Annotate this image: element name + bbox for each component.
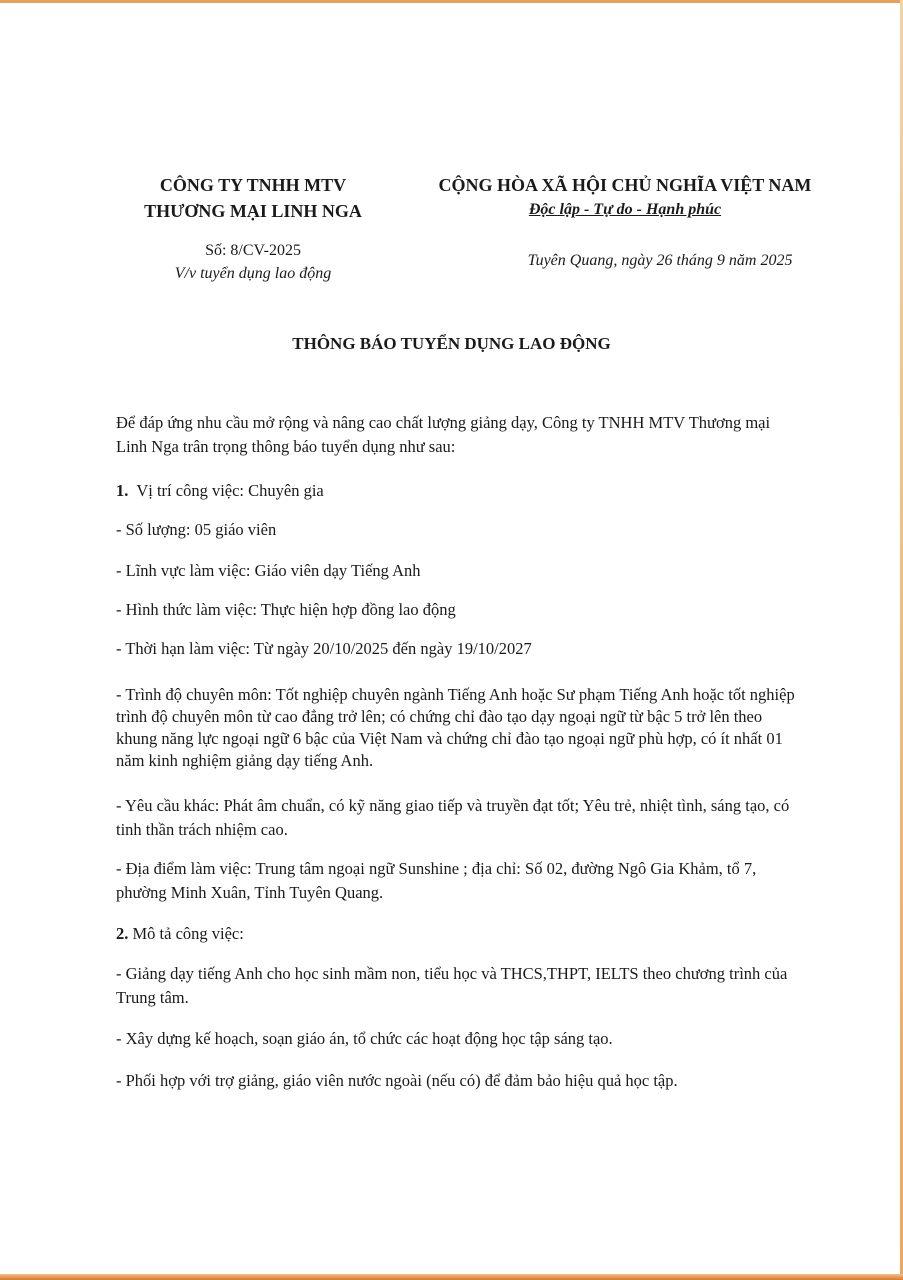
national-header <box>405 172 845 222</box>
document-title: THÔNG BÁO TUYỂN DỤNG LAO ĐỘNG <box>292 334 611 353</box>
section-2-number: 2. <box>116 924 129 943</box>
item-work-form: - Hình thức làm việc: Thực hiện hợp đồng lao động <box>116 600 456 619</box>
nation-title: CỘNG HÒA XÃ HỘI CHỦ NGHĨA VIỆT NAM <box>438 175 812 195</box>
document-subject: V/v tuyển dụng lao động <box>174 265 332 282</box>
item-other-requirements: - Yêu cầu khác: Phát âm chuẩn, có kỹ năng giao tiếp và truyền đạt tốt; Yêu trẻ, nhiệt tình, sáng tạo, có tinh thần trách nhiệm cao. <box>116 796 790 839</box>
item-field: - Lĩnh vực làm việc: Giáo viên dạy Tiếng Anh <box>116 561 421 580</box>
intro-paragraph: Để đáp ứng nhu cầu mở rộng và nâng cao chất lượng giảng dạy, Công ty TNHH MTV Thương mại Linh Nga trân trọng thông báo tuyển dụng như sau: <box>116 413 771 456</box>
scan-edge-bottom <box>0 1274 903 1280</box>
place-and-date: Tuyên Quang, ngày 26 tháng 9 năm 2025 <box>527 252 793 269</box>
item-planning: - Xây dựng kế hoạch, soạn giáo án, tổ chức các hoạt động học tập sáng tạo. <box>116 1029 613 1048</box>
national-motto-text: Độc lập - Tự do - Hạnh phúc <box>528 201 722 218</box>
section-1-number: 1. <box>116 481 129 500</box>
scan-edge-top <box>0 0 903 3</box>
section-2-title: Mô tả công việc: <box>132 924 244 943</box>
company-header <box>118 172 388 224</box>
section-2-heading <box>116 922 796 946</box>
section-1-title: Vị trí công việc: Chuyên gia <box>136 481 324 500</box>
national-motto <box>405 198 845 222</box>
item-qualification: - Trình độ chuyên môn: Tốt nghiệp chuyên ngành Tiếng Anh hoặc Sư phạm Tiếng Anh hoặc tốt nghiệp trình độ chuyên môn từ cao đẳng trở lên; có chứng chỉ đào tạo dạy ngoại ngữ từ bậc 5 trở lên theo khung năng lực ngoại ngữ 6 bậc của Việt Nam và chứng chỉ đào tạo ngoại ngữ phù hợp, có ít nhất 01 năm kinh nghiệm giảng dạy tiếng Anh. <box>116 685 795 770</box>
item-duration: - Thời hạn làm việc: Từ ngày 20/10/2025 đến ngày 19/10/2027 <box>116 639 532 658</box>
item-teaching: - Giảng dạy tiếng Anh cho học sinh mầm non, tiểu học và THCS,THPT, IELTS theo chương trình của Trung tâm. <box>116 964 788 1007</box>
section-1-heading <box>116 479 796 503</box>
document-number: Số: 8/CV-2025 <box>205 242 301 259</box>
item-work-location: - Địa điểm làm việc: Trung tâm ngoại ngữ Sunshine ; địa chỉ: Số 02, đường Ngô Gia Khảm, tổ 7, phường Minh Xuân, Tỉnh Tuyên Quang. <box>116 859 757 902</box>
item-quantity: - Số lượng: 05 giáo viên <box>116 520 277 539</box>
item-coordination: - Phối hợp với trợ giảng, giáo viên nước ngoài (nếu có) để đảm bảo hiệu quả học tập. <box>116 1071 678 1090</box>
company-name-line1: CÔNG TY TNHH MTV <box>159 175 347 195</box>
company-name-line2: THƯƠNG MẠI LINH NGA <box>144 201 362 221</box>
